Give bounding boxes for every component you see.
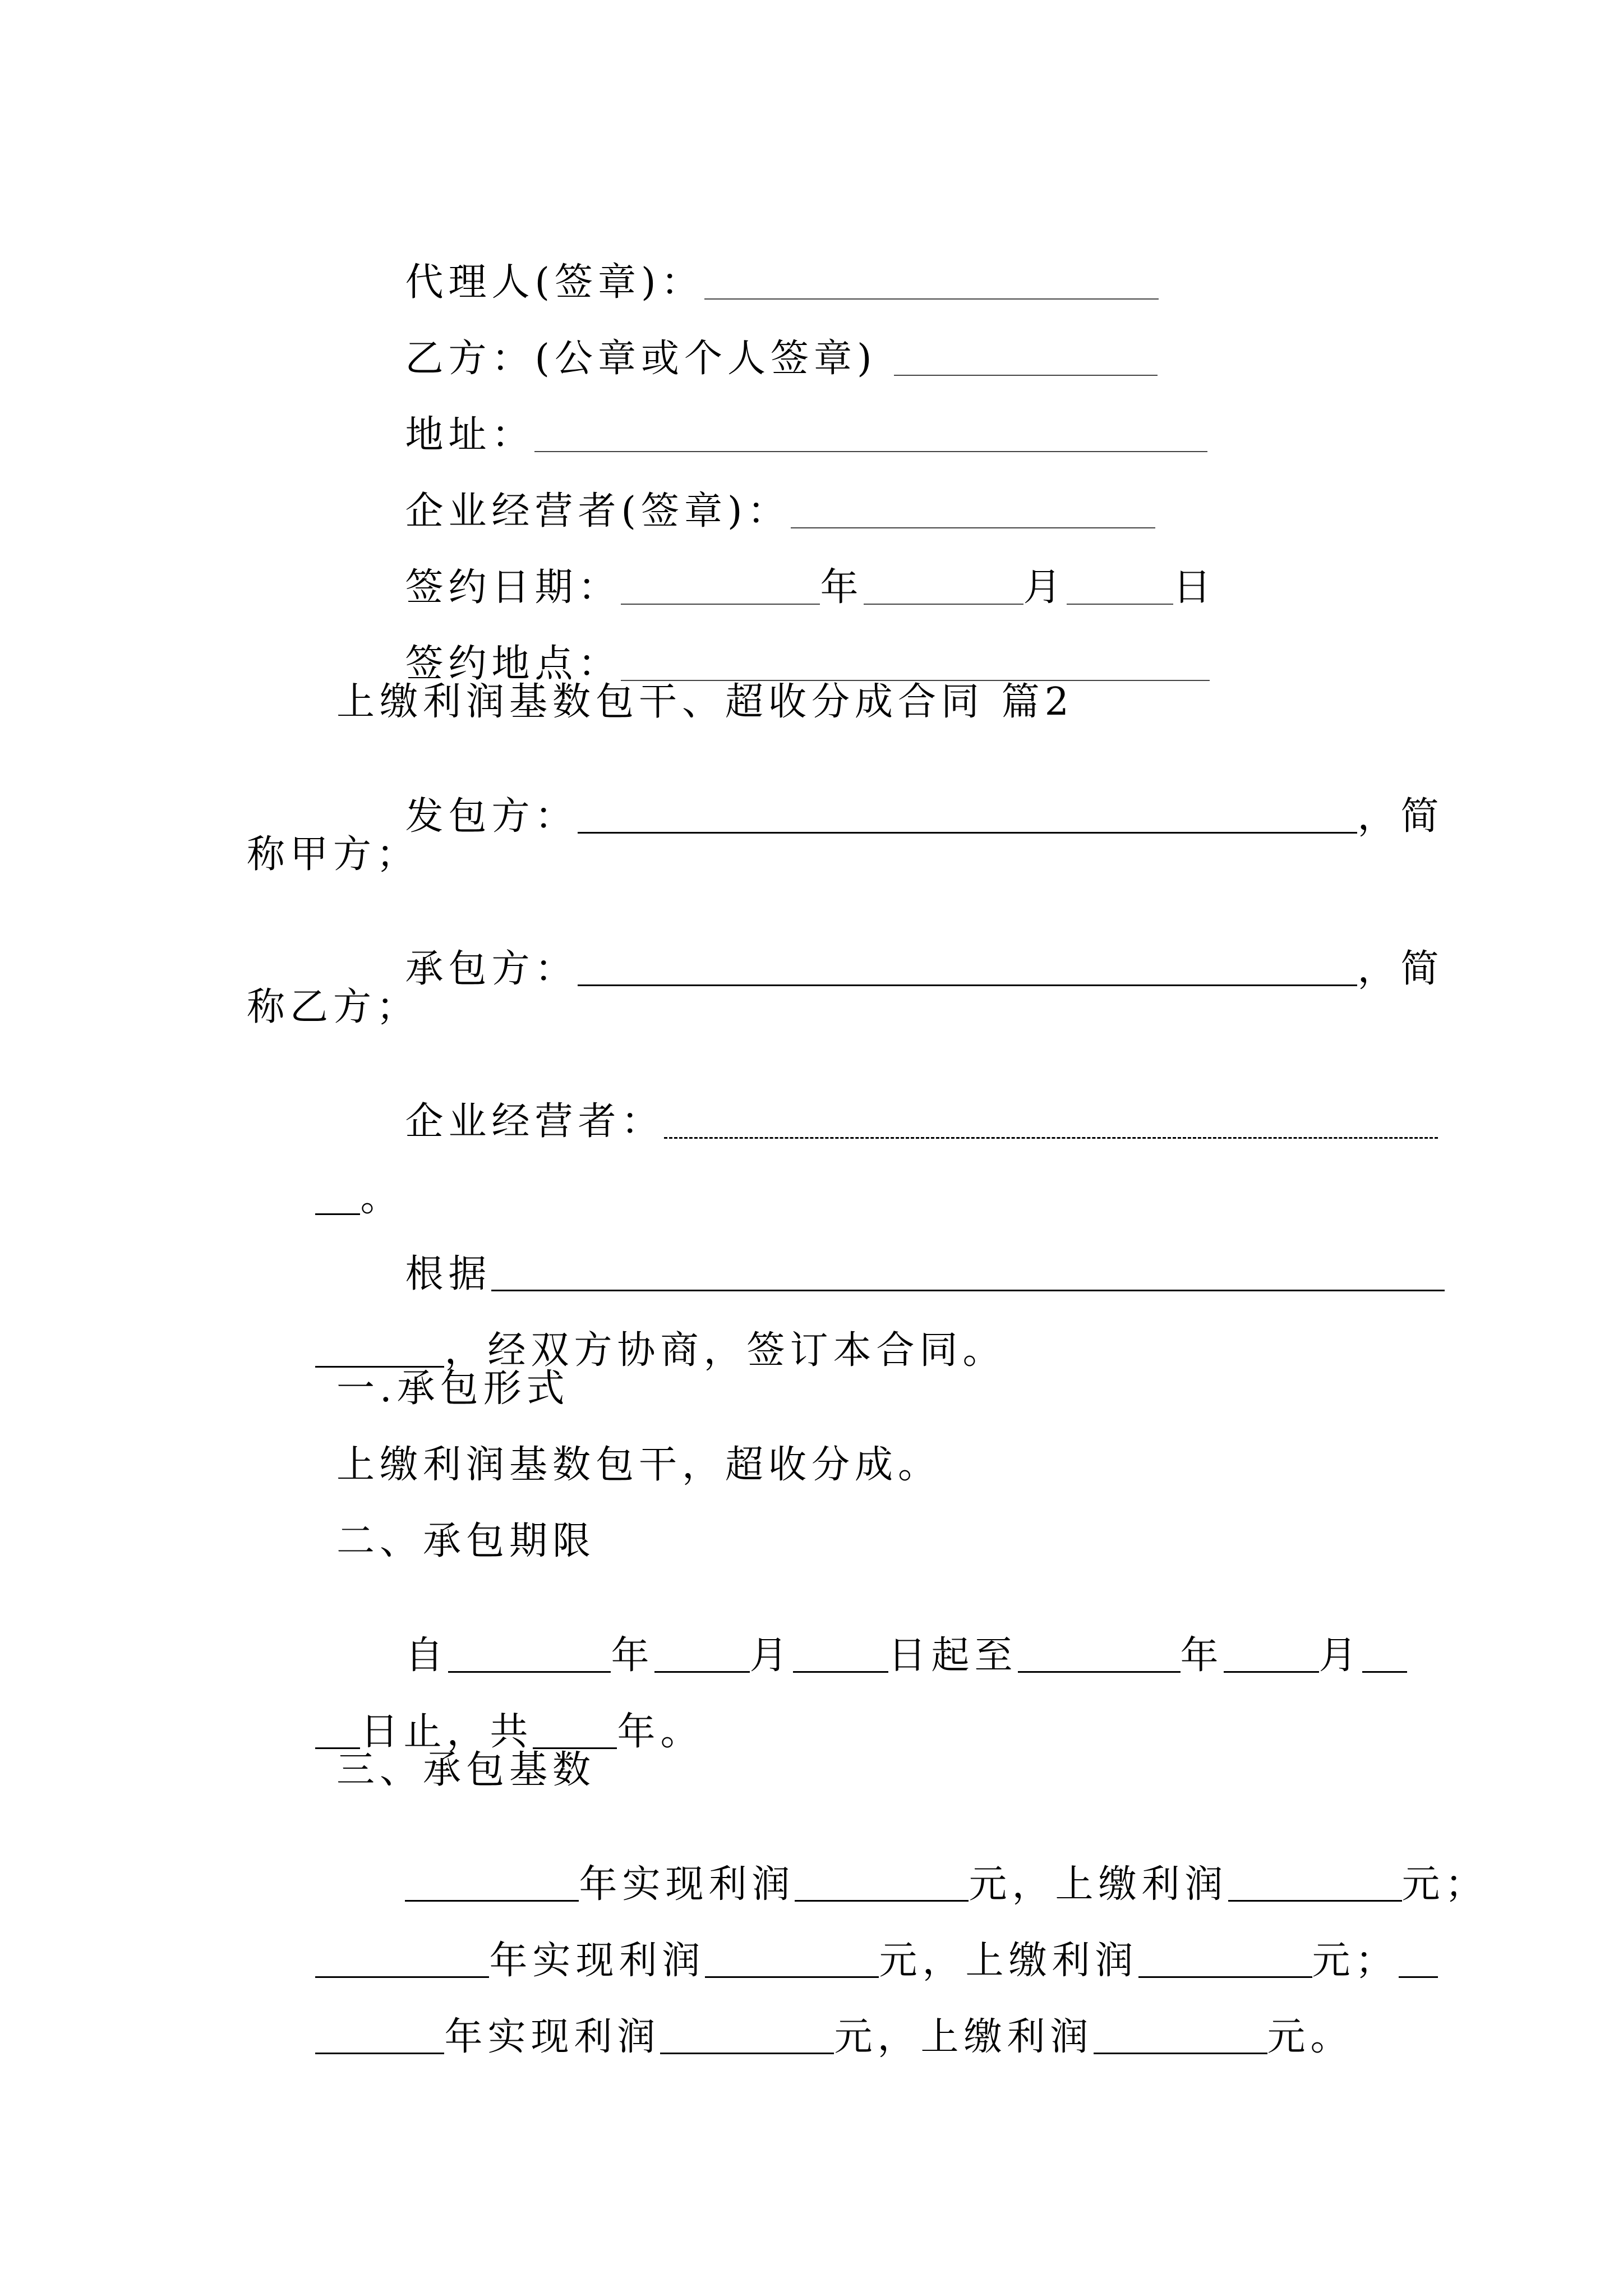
contractor-line [336, 912, 1444, 1027]
place-label: 签约地点： [405, 642, 621, 686]
base-1-yuan-end: 元； [1401, 1862, 1488, 1907]
base-3-yuan-end: 元。 [1267, 2015, 1354, 2059]
operator-line [336, 1065, 1438, 1179]
issuer-abbr-line: 称甲方； [247, 832, 420, 877]
base-2-yuan-end: 元； [1312, 1939, 1399, 1983]
term-start-year-text: 年 [611, 1634, 654, 1678]
contractor-abbr-suffix: ，简 [1357, 947, 1444, 991]
operator-sign-label: 企业经营者(签章)： [405, 489, 791, 533]
term-end-day-text: 日止，共 [360, 1710, 533, 1754]
basis-prefix: 根据 [405, 1252, 492, 1296]
party-b-label: 乙方：(公章或个人签章) [405, 337, 877, 381]
contractor-label: 承包方： [405, 947, 578, 991]
date-year-text: 年 [820, 565, 864, 610]
address-label: 地址： [405, 413, 535, 457]
operator-label: 企业经营者： [405, 1099, 665, 1144]
contract-title: 上缴利润基数包干、超收分成合同 篇2 [336, 680, 1074, 724]
base-line-3 [247, 1980, 1354, 2095]
section-1-body: 上缴利润基数包干，超收分成。 [336, 1443, 942, 1487]
base-1-profit-label: 年实现利润 [579, 1862, 795, 1907]
date-day-text: 日 [1173, 565, 1216, 610]
basis-suffix: ，经双方协商，签订本合同。 [444, 1328, 1006, 1373]
term-end-year-text: 年 [1180, 1634, 1224, 1678]
agent-label: 代理人(签章)： [405, 260, 704, 305]
issuer-abbr-suffix: ，简 [1357, 794, 1444, 839]
date-label: 签约日期： [405, 565, 621, 610]
base-2-yuan-text: 元，上缴利润 [879, 1939, 1138, 1983]
term-start-month-text: 月 [749, 1634, 793, 1678]
section-1-title: 一.承包形式 [336, 1366, 570, 1411]
issuer-line [336, 760, 1444, 874]
base-2-profit-label: 年实现利润 [489, 1939, 706, 1983]
section-2-title: 二、承包期限 [336, 1519, 596, 1563]
contractor-abbr-line: 称乙方； [247, 985, 420, 1029]
term-end-month-text: 月 [1318, 1634, 1362, 1678]
term-from: 自 [405, 1634, 449, 1678]
date-month-text: 月 [1023, 565, 1067, 610]
section-3-title: 三、承包基数 [336, 1748, 596, 1792]
base-3-profit-label: 年实现利润 [444, 2015, 661, 2059]
term-start-to: 日起至 [888, 1634, 1018, 1678]
operator-end-mark: 。 [360, 1176, 404, 1220]
base-3-yuan-text: 元，上缴利润 [834, 2015, 1094, 2059]
term-years-end: 年。 [617, 1710, 704, 1754]
issuer-label: 发包方： [405, 794, 578, 839]
base-1-yuan-text: 元，上缴利润 [969, 1862, 1228, 1907]
